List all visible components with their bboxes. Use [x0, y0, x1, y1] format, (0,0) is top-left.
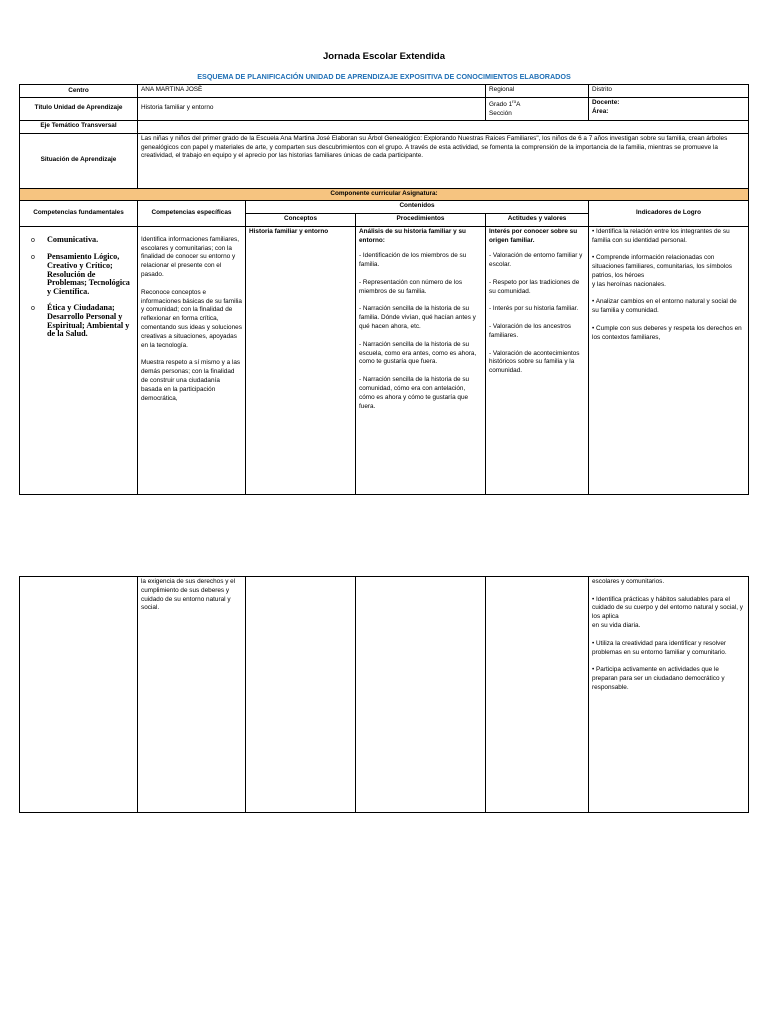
- eje-tematico-label: Eje Temático Transversal: [20, 120, 138, 133]
- situacion-label: Situación de Aprendizaje: [20, 133, 138, 188]
- titulo-unidad-value: Historia familiar y entorno: [138, 98, 486, 121]
- competencias-especificas-cell: Identifica informaciones familiares, escolares y comunitarias; con la finalidad de conocer su entorno y relacionar el presente con el pasado. Reconoce conceptos e informaciones básicas de su familia y comunidad; con la finalidad de reflexionar en forma crítica, comentando sus ideas y soluciones creativas a situaciones, apoyadas en la tecnología. Muestra respeto a sí mismo y a las demás personas; con la finalidad de construir una ciudadanía basada en la participación democrática,: [138, 226, 246, 494]
- docente-label: Docente:: [592, 99, 620, 106]
- competencia-item: o Comunicativa.: [31, 234, 99, 244]
- competencia-item: o Ética y Ciudadana; Desarrollo Personal y Espiritual; Ambiental y de la Salud.: [31, 303, 130, 339]
- distrito-label: Distrito: [589, 85, 749, 98]
- eje-tematico-value: [138, 120, 749, 133]
- col-competencias-fundamentales: Competencias fundamentales: [20, 200, 138, 226]
- col-procedimientos: Procedimientos: [356, 213, 486, 226]
- area-label: Área:: [592, 107, 609, 115]
- procedimientos-cont: [356, 577, 486, 813]
- componente-curricular-band: Componente curricular Asignatura:: [20, 188, 749, 200]
- competencia-item: o Pensamiento Lógico, Creativo y Crítico; Resolución de Problemas; Tecnológica y Científica.: [31, 252, 130, 296]
- centro-value: ANA MARTINA JOSÈ: [138, 85, 486, 98]
- regional-label: Regional: [486, 85, 589, 98]
- bullet-marker: o: [31, 236, 35, 244]
- planning-table-page-1: [19, 84, 749, 495]
- procedimientos-cell: [356, 226, 486, 494]
- bullet-marker: o: [31, 305, 35, 313]
- conceptos-cont: [246, 577, 356, 813]
- conceptos-cell: Historia familiar y entorno: [246, 226, 356, 494]
- seccion-label: Sección: [489, 109, 512, 117]
- procedimientos-title: Análisis de su historia familiar y su entorno:: [359, 227, 466, 244]
- indicadores-cont: escolares y comunitarios. • Identifica prácticas y hábitos saludables para el cuidado de su cuerpo y del entorno natural y social, y los aplica en su vida diaria. • Utiliza la creatividad para identificar y resolver problemas en su entorno familiar y comunitario. • Participa activamente en actividades que le preparan para ser un ciudadano democrático y responsable.: [589, 577, 749, 813]
- competencias-fundamentales-cont: [20, 577, 138, 813]
- indicadores-cell: • Identifica la relación entre los integrantes de su familia con su identidad personal. • Comprende información relacionadas con situaciones familiares, comunitarias, los símbolos patrios, los héroes y las heroínas nacionales. • Analizar cambios en el entorno natural y social de su familia y comunidad. • Cumple con sus deberes y respeta los derechos en los contextos familiares,: [589, 226, 749, 494]
- grado-label: Grado 1: [489, 101, 513, 109]
- actitudes-body: - Valoración de entorno familiar y escolar. - Respeto por las tradiciones de su comunidad. - Interés por su historia familiar. - Valoración de los ancestros familiares. - Valoración de acontecimientos históricos sobre su familia y la comunidad.: [489, 252, 583, 375]
- col-contenidos: Contenidos: [246, 200, 589, 213]
- centro-label: Centro: [20, 85, 138, 98]
- document-subtitle: ESQUEMA DE PLANIFICACIÓN UNIDAD DE APRENDIZAJE EXPOSITIVA DE CONOCIMIENTOS ELABORADOS: [197, 72, 571, 81]
- actitudes-cell: [486, 226, 589, 494]
- actitudes-title: Interés por conocer sobre su origen familiar.: [489, 227, 578, 244]
- actitudes-cont: [486, 577, 589, 813]
- document-title: Jornada Escolar Extendida: [323, 51, 445, 62]
- col-actitudes: Actitudes y valores: [486, 213, 589, 226]
- grado-seccion-cell: [486, 98, 589, 121]
- planning-table-page-2: [19, 576, 749, 813]
- procedimientos-body: - Identificación de los miembros de su familia. - Representación con número de los miembros de su familia. - Narración sencilla de la historia de su familia. Dónde vivían, qué hacían antes y qué hacen ahora, etc. - Narración sencilla de la historia de su escuela, como era antes, como es ahora, como te gustaría que fuera. - Narración sencilla de la historia de su comunidad, cómo era con antelación, cómo es ahora y cómo te gustaría que fuera.: [359, 252, 477, 410]
- col-competencias-especificas: Competencias específicas: [138, 200, 246, 226]
- titulo-unidad-label: Título Unidad de Aprendizaje: [20, 98, 138, 121]
- docente-area-cell: [589, 98, 749, 121]
- col-conceptos: Conceptos: [246, 213, 356, 226]
- competencias-especificas-cont: la exigencia de sus derechos y el cumplimiento de sus deberes y cuidado de su entorno natural y social.: [138, 577, 246, 813]
- grado-superscript: ro: [512, 99, 517, 104]
- competencias-fundamentales-cell: [20, 226, 138, 494]
- grado-suffix: A: [516, 101, 521, 109]
- situacion-value: Las niñas y niños del primer grado de la Escuela Ana Martina José Elaboran su Árbol Genealógico: Explorando Nuestras Raíces Familiares", los niños de 6 a 7 años investigan sobre su familia, crean árboles genealógicos con papel y materiales de arte, y comparten sus descubrimientos con el grupo. A través de esta actividad, se fomenta la comprensión de la importancia de la familia, mientras se promueve la creatividad, el trabajo en equipo y el aprecio por las historias familiares únicas de cada participante.: [138, 133, 749, 188]
- col-indicadores: Indicadores de Logro: [589, 200, 749, 226]
- bullet-marker: o: [31, 254, 35, 262]
